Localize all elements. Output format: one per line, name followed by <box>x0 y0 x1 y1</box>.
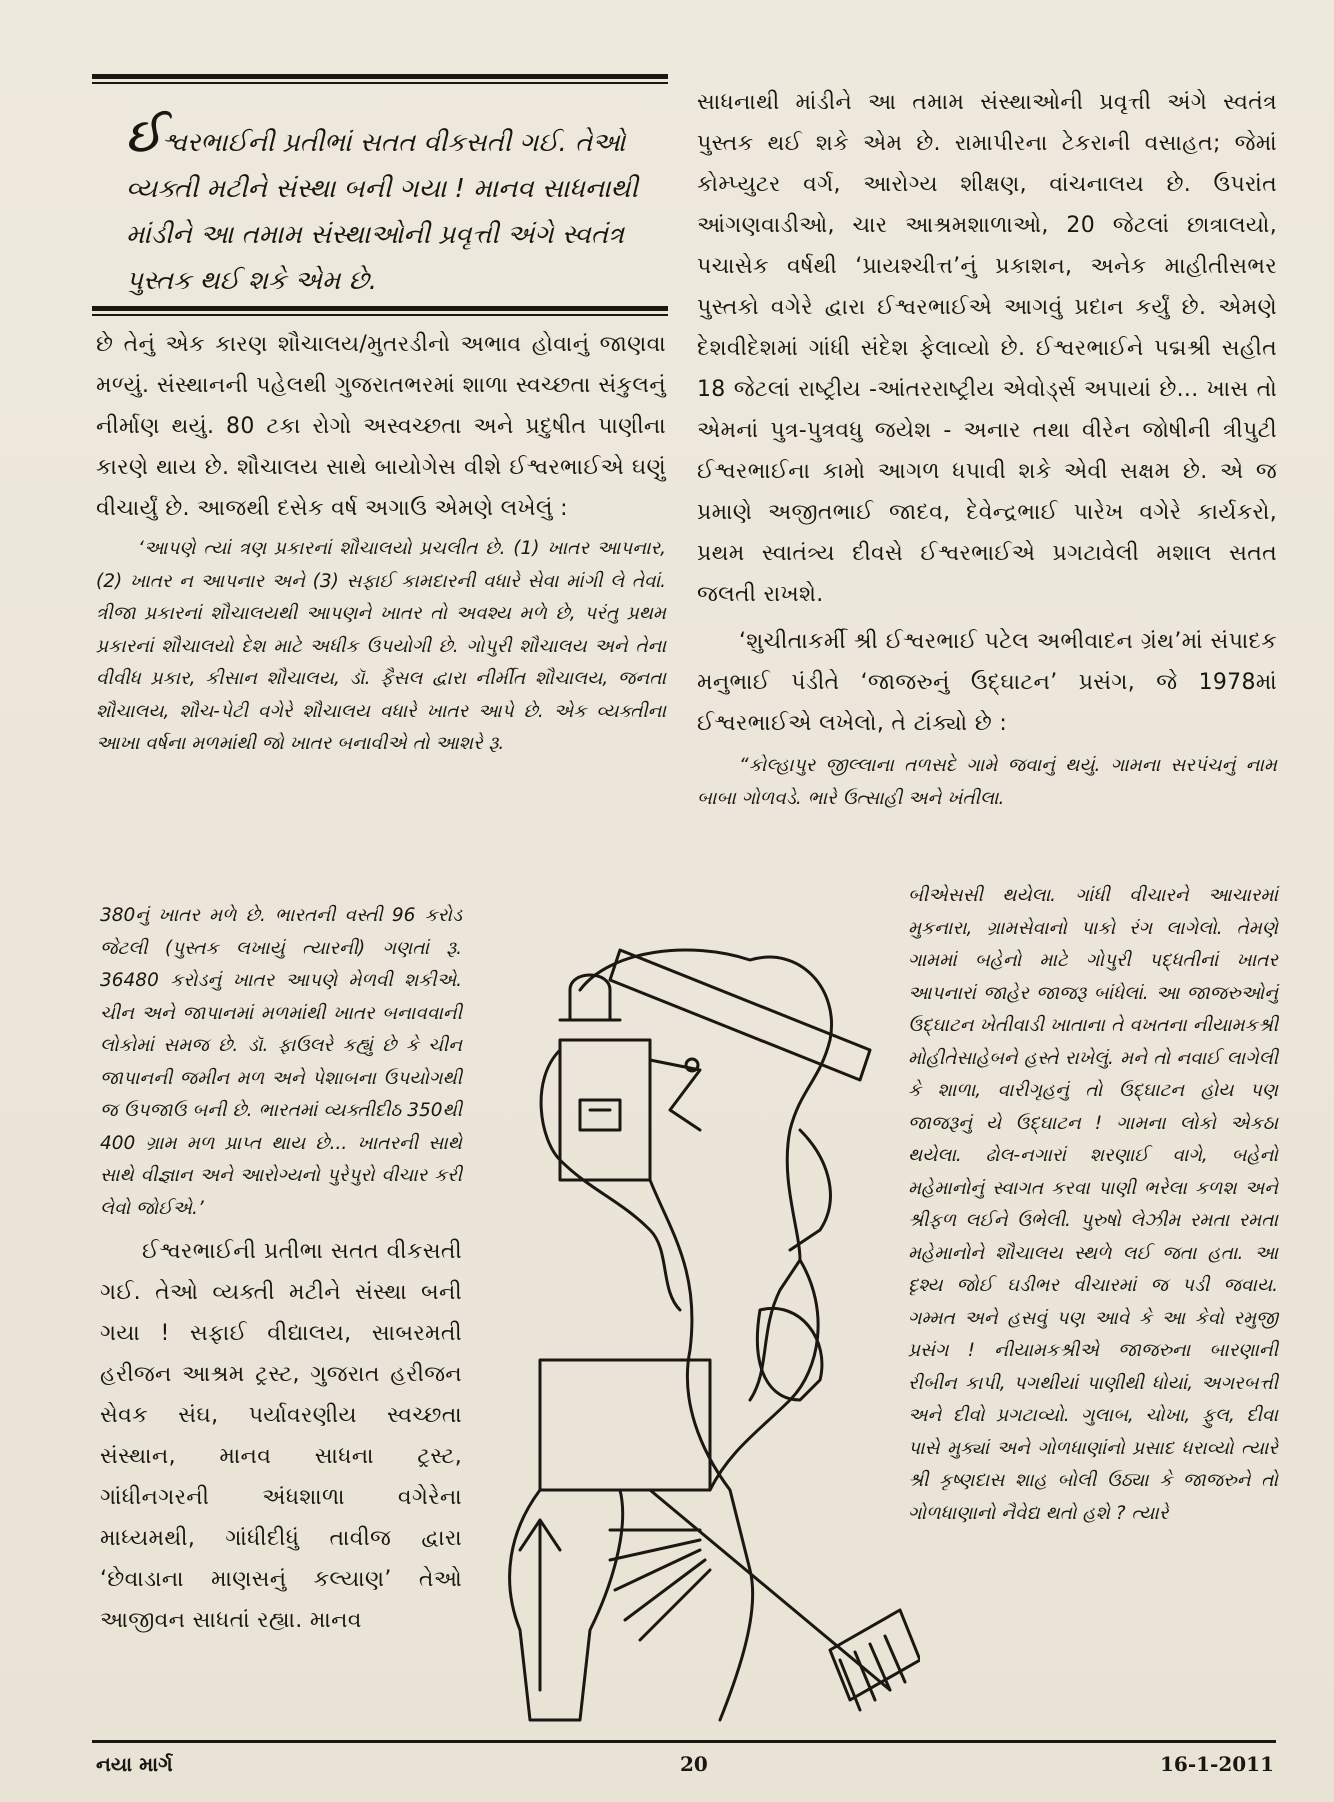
pull-quote-text: શ્વરભાઈની પ્રતીભાં સતત વીકસતી ગઈ. તેઓ વ્યક્તી મટીને સંસ્થા બની ગયા ! માનવ સાધનાથી માંડીને આ તમામ સંસ્થાઓની પ્રવૃત્તી અંગે સ્વતંત્ર પુસ્તક થઈ શકે એમ છે. <box>126 128 638 296</box>
pull-quote <box>126 108 666 304</box>
footer-rule <box>92 1740 1276 1743</box>
right-paragraph-1: સાધનાથી માંડીને આ તમામ સંસ્થાઓની પ્રવૃત્તી અંગે સ્વતંત્ર પુસ્તક થઈ શકે એમ છે. રામાપીરના ટેકરાની વસાહત; જેમાં કોમ્પ્યુટર વર્ગ, આરોગ્ય શીક્ષણ, વાંચનાલય છે. ઉપરાંત આંગણવાડીઓ, ચાર આશ્રમશાળાઓ, 20 જેટલાં છાત્રાલયો, પચાસેક વર્ષથી ‘પ્રાયશ્ચીત્ત’નું પ્રકાશન, અનેક માહીતીસભર પુસ્તકો વગેરે દ્વારા ઈશ્વરભાઈએ આગવું પ્રદાન કર્યું છે. એમણે દેશવીદેશમાં ગાંધી સંદેશ ફેલાવ્યો છે. ઈશ્વરભાઈને પદ્મશ્રી સહીત 18 જેટલાં રાષ્ટ્રીય -આંતરરાષ્ટ્રીય એવોર્ડ્સ અપાયાં છે... ખાસ તો એમનાં પુત્ર-પુત્રવધુ જયેશ - અનાર તથા વીરેન જોષીની ત્રીપુટી ઈશ્વરભાઈના કામો આગળ ધપાવી શકે એવી સક્ષમ છે. એ જ પ્રમાણે અજીતભાઈ જાદવ, દેવેન્દ્રભાઈ પારેખ વગેરે કાર્યકરો, પ્રથમ સ્વાતંત્ર્ય દીવસે ઈશ્વરભાઈએ પ્રગટાવેલી મશાલ સતત જલતી રાખશે. <box>697 90 1277 607</box>
figure-arrow <box>520 1520 560 1690</box>
footer-date: 16-1-2011 <box>1160 1752 1275 1776</box>
right-quote-full: “કોલ્હાપુર જીલ્લાના તળસદે ગામે જવાનું થયું. ગામના સરપંચનું નામ બાબા ગોળવડે. ભારે ઉત્સાહી અને ખંતીલા. <box>697 755 1277 809</box>
figure-box <box>540 1360 710 1490</box>
pullquote-bottom-rule-thin <box>92 314 668 316</box>
broom-bristles <box>610 1530 710 1640</box>
pullquote-top-rule <box>92 74 668 79</box>
left-paragraph-1: છે તેનું એક કારણ શૌચાલય/મુતરડીનો અભાવ હોવાનું જાણવા મળ્યું. સંસ્થાનની પહેલથી ગુજરાતભરમાં શાળા સ્વચ્છતા સંકુલનું નીર્માણ થયું. 80 ટકા રોગો અસ્વચ્છતા અને પ્રદુષીત પાણીના કારણે થાય છે. શૌચાલય સાથે બાયોગેસ વીશે ઈશ્વરભાઈએ ઘણું વીચાર્યું છે. આજથી દસેક વર્ષ અગાઉ એમણે લખેલું : <box>96 332 666 521</box>
left-paragraph-2: ઈશ્વરભાઈની પ્રતીભા સતત વીકસતી ગઈ. તેઓ વ્યક્તી મટીને સંસ્થા બની ગયા ! સફાઈ વીદ્યાલય, સાબરમતી હરીજન આશ્રમ ટ્રસ્ટ, ગુજરાત હરીજન સેવક સંઘ, પર્યાવરણીય સ્વચ્છતા સંસ્થાન, માનવ સાધના ટ્રસ્ટ, ગાંધીનગરની અંધશાળા વગેરેના માધ્યમથી, ગાંધીદીધું તાવીજ દ્વારા ‘છેવાડાના માણસનું કલ્યાણ’ તેઓ આજીવન સાધતાં રહ્યા. માનવ <box>100 1239 462 1633</box>
footer-page-number: 20 <box>680 1752 708 1776</box>
right-narrow-column <box>908 880 1278 1530</box>
left-quote-narrow: 380નું ખાતર મળે છે. ભારતની વસ્તી 96 કરોડ જેટલી (પુસ્તક લખાયું ત્યારની) ગણતાં રૂ. 36480 કરોડનું ખાતર આપણે મેળવી શકીએ. ચીન અને જાપાનમાં મળમાંથી ખાતર બનાવવાની લોકોમાં સમજ છે. ડૉ. ફાઉલરે કહ્યું છે કે ચીન જાપાનની જમીન મળ અને પેશાબના ઉપયોગથી જ ઉપજાઉ બની છે. ભારતમાં વ્યક્તીદીઠ 350થી 400 ગ્રામ મળ પ્રાપ્ત થાય છે... ખાતરની સાથે સાથે વીજ્ઞાન અને આરોગ્યનો પુરેપુરો વીચાર કરી લેવો જોઈએ.’ <box>100 905 462 1219</box>
right-column <box>697 82 1277 815</box>
broom-handle <box>650 1490 890 1690</box>
right-quote-narrow: બીએસસી થયેલા. ગાંધી વીચારને આચારમાં મુકનારા, ગ્રામસેવાનો પાકો રંગ લાગેલો. તેમણે ગામમાં બહેનો માટે ગોપુરી પદ્ધતીનાં ખાતર આપનારાં જાહેર જાજરૂ બાંધેલાં. આ જાજરુઓનું ઉદ્‌ઘાટન ખેતીવાડી ખાતાના તે વખતના નીયામકશ્રી મોહીતેસાહેબને હસ્તે રાખેલું. મને તો નવાઈ લાગેલી કે શાળા, વારીગૃહનું તો ઉદ્‌ઘાટન હોય પણ જાજરૂનું યે ઉદ્‌ઘાટન ! ગામના લોકો એકઠા થયેલા. ઢોલ-નગારાં શરણાઈ વાગે, બહેનો મહેમાનોનું સ્વાગત કરવા પાણી ભરેલા કળશ અને શ્રીફળ લઈને ઉભેલી. પુરુષો લેઝીમ રમતા રમતા મહેમાનોને શૌચાલય સ્થળે લઈ જતા હતા. આ દૃશ્ય જોઈ ઘડીભર વીચારમાં જ પડી જવાય. ગમ્મત અને હસવું પણ આવે કે આ કેવો રમુજી પ્રસંગ ! નીયામકશ્રીએ જાજરુના બારણાની રીબીન કાપી, પગથીયાં પાણીથી ધોયાં, અગરબત્તી અને દીવો પ્રગટાવ્યો. ગુલાબ, ચોખા, ફુલ, દીવા પાસે મુક્યાં અને ગોળધાણાંનો પ્રસાદ ધરાવ્યો ત્યારે શ્રી કૃષ્ણદાસ શાહ બોલી ઉઠ્યા કે જાજરુને તો ગોળધાણાનો નૈવેદ્ય થતો હશે ? ત્યારે <box>908 885 1278 1524</box>
left-narrow-column <box>100 900 462 1641</box>
pullquote-bottom-rule <box>92 306 668 311</box>
sweeper-illustration <box>500 930 920 1730</box>
pullquote-top-rule-thin <box>92 82 668 84</box>
pull-quote-dropcap: ઈ <box>126 108 162 162</box>
figure-leg-left <box>510 1490 623 1720</box>
figure-plate <box>580 1100 620 1130</box>
footer-magazine-name: નયા માર્ગ <box>96 1752 173 1776</box>
figure-pot <box>757 1308 822 1400</box>
left-column <box>96 324 666 761</box>
left-quote-full: ‘આપણે ત્યાં ત્રણ પ્રકારનાં શૌચાલયો પ્રચલીત છે. (1) ખાતર આપનાર, (2) ખાતર ન આપનાર અને (3) સફાઈ કામદારની વધારે સેવા માંગી લે તેવાં. ત્રીજા પ્રકારનાં શૌચાલયથી આપણને ખાતર તો અવશ્ય મળે છે, પરંતુ પ્રથમ પ્રકારનાં શૌચાલયો દેશ માટે અધીક ઉપયોગી છે. ગોપુરી શૌચાલય અને તેના વીવીધ પ્રકાર, કીસાન શૌચાલય, ડૉ. ફૈસલ દ્વારા નીર્મીત શૌચાલય, જનતા શૌચાલય, શૌચ-પેટી વગેરે શૌચાલય વધારે ખાતર આપે છે. એક વ્યક્તીના આખા વર્ષના મળમાંથી જો ખાતર બનાવીએ તો આશરે રૂ. <box>96 538 666 754</box>
right-paragraph-2: ‘શુચીતાકર્મી શ્રી ઈશ્વરભાઈ પટેલ અભીવાદન ગ્રંથ’માં સંપાદક મનુભાઈ પંડીતે ‘જાજરુનું ઉદ્‌ઘાટન’ પ્રસંગ, જે 1978માં ઈશ્વરભાઈએ લખેલો, તે ટાંક્યો છે : <box>697 629 1277 736</box>
